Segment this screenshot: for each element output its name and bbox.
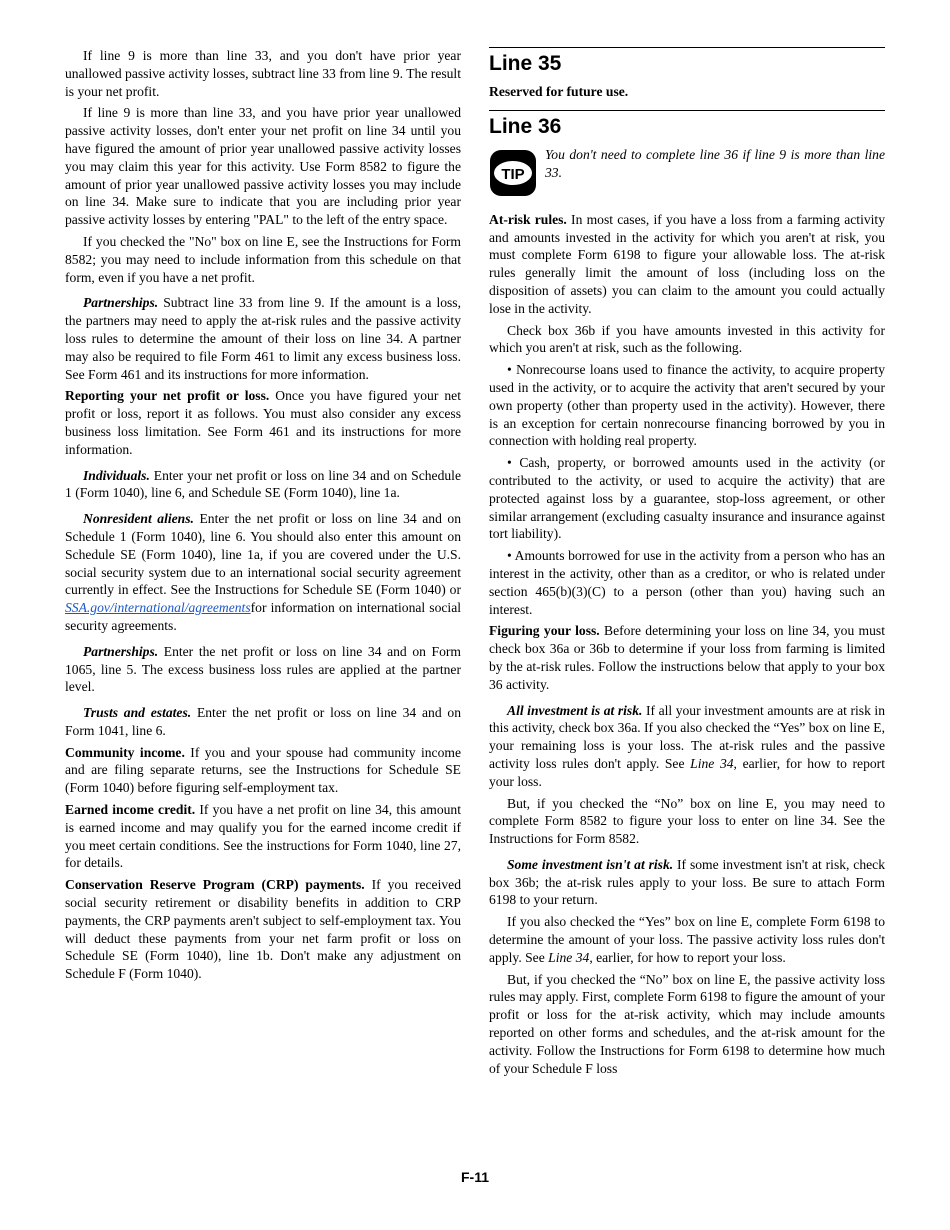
text-reporting: Once you have figured your net profit or loss, report it as follows. You must also consider any excess business loss limitation. See Form 461 and its instructions for more information.: [65, 388, 461, 457]
text-nonresident-after: for information on international social security agreements.: [65, 600, 461, 633]
paragraph-if-yes-box: [489, 913, 885, 966]
heading-community-income: Community income.: [65, 744, 185, 760]
bullet-icon: •: [507, 548, 512, 564]
paragraph-reporting: [65, 387, 461, 458]
paragraph-check-box-36b: Check box 36b if you have amounts invested in this activity for which you aren't at risk, such as the following.: [489, 322, 885, 356]
text-reserved: Reserved for future use.: [489, 84, 629, 99]
right-column: [489, 47, 885, 1081]
heading-figuring-loss: Figuring your loss.: [489, 623, 600, 639]
tip-icon: [489, 149, 537, 197]
paragraph-crp-payments: [65, 876, 461, 983]
text-partnerships-1: Subtract line 33 from line 9. If the amount is a loss, the partners may need to apply the at-risk rules and the passive activity loss rules to determine the amount of their loss on line 34. A partner may also be required to file Form 461 to limit any excess business loss. See Form 461 and its instructions for more information.: [65, 295, 461, 382]
heading-at-risk-rules: At-risk rules.: [489, 211, 567, 227]
paragraph-trusts-estates: [65, 704, 461, 740]
paragraph-partnerships-1: [65, 294, 461, 383]
divider-line-36: [489, 110, 885, 111]
label-partnerships-1: Partnerships.: [83, 295, 159, 311]
tip-text: You don't need to complete line 36 if line 9 is more than line 33.: [545, 146, 885, 180]
heading-earned-income-credit: Earned income credit.: [65, 802, 196, 818]
tip-box: [489, 146, 885, 197]
bullet-icon: •: [507, 455, 512, 471]
text-at-risk-rules: In most cases, if you have a loss from a farming activity and amounts invested in the activity for which you aren't at risk, you must complete Form 6198 to figure your allowable loss. The at-risk rules generally limit the amount of loss (including loss on the disposition of assets) you can claim to the amount you could actually lose in the activity.: [489, 211, 886, 316]
text-trusts-estates: Enter the net profit or loss on line 34 and on Form 1041, line 6.: [65, 705, 461, 738]
text-all-investment-after: , earlier, for how to report your loss.: [489, 755, 885, 789]
text-all-investment: If all your investment amounts are at risk in this activity, check box 36a. If you also checked the “Yes” box on line E, your remaining loss is your loss. The at-risk rules and the passive activity loss rules don't apply. See: [489, 702, 886, 771]
heading-crp-payments: Conservation Reserve Program (CRP) payments.: [65, 877, 365, 893]
bullet-item: [489, 454, 885, 543]
paragraph-individuals: [65, 467, 461, 503]
page-number: F-11: [460, 1169, 489, 1185]
paragraph-all-investment-at-risk: [489, 702, 885, 791]
paragraph-no-box-line-e: If you checked the "No" box on line E, see the Instructions for Form 8582; you may need to include information from this schedule on that form, even if you have a net profit.: [65, 233, 461, 285]
paragraph-net-profit-no-pal: If line 9 is more than line 33, and you don't have prior year unallowed passive activity losses, subtract line 33 from line 9. The result is your net profit.: [65, 48, 461, 99]
heading-reporting: Reporting your net profit or loss.: [65, 388, 270, 404]
bullet-item: [489, 361, 885, 450]
paragraph-nonresident-aliens: [65, 510, 461, 635]
paragraph-but-no-box-passive: But, if you checked the “No” box on line E, the passive activity loss rules may apply. First, complete Form 6198 to figure the amount of your profit or loss for the at-risk activity, which may include amounts reported on other forms and schedules, and the at-risk amount for the activity. Follow the Instructions for Form 6198 to determine how much of your Schedule F loss: [489, 971, 885, 1076]
paragraph-earned-income-credit: [65, 801, 461, 872]
paragraph-at-risk-rules: [489, 211, 885, 318]
tip-icon-label: TIP: [501, 165, 525, 183]
paragraph-net-profit-with-pal: If line 9 is more than line 33, and you have prior year unallowed passive activity losses, don't enter your net profit on line 34 until you have figured the amount of prior year unallowed passive activity losses you may claim this year for this activity. Use Form 8582 to figure the amount of prior year unallowed passive activity losses you may include on line 34. Make sure to indicate that you are including prior year passive activity losses by entering "PAL" to the left of the entry space.: [65, 105, 461, 228]
paragraph-partnerships-2: [65, 643, 461, 696]
paragraph-some-investment-not-at-risk: [489, 856, 885, 909]
text-figuring-loss: Before determining your loss on line 34, you must check box 36a or 36b to determine if your loss from farming is limited by the at-risk rules. Follow the instructions below that apply to your box 36 activity.: [489, 623, 885, 692]
text-some-investment: If some investment isn't at risk, check box 36b; the at-risk rules apply to your loss. Be sure to attach Form 6198 to your return.: [489, 856, 886, 908]
bullet-icon: •: [507, 362, 512, 378]
text-community-income: If you and your spouse had community income and are filing separate returns, see the Instructions for Schedule SE (Form 1040) before figuring self-employment tax.: [65, 744, 461, 796]
text-if-yes-after: , earlier, for how to report your loss.: [589, 949, 786, 965]
reference-line-34: Line 34: [548, 949, 590, 965]
label-nonresident-aliens: Nonresident aliens.: [83, 511, 194, 527]
heading-line-36: Line 36: [489, 114, 562, 138]
label-partnerships-2: Partnerships.: [83, 643, 159, 659]
label-individuals: Individuals.: [83, 467, 150, 483]
text-crp-payments: If you received social security retirement or disability benefits in addition to CRP payments, the CRP payments aren't subject to self-employment tax. You will deduct these payments from your net farm profit or loss on Schedule SE (Form 1040), line 1b. Don't make any adjustment on Schedule F (Form 1040).: [65, 877, 461, 982]
ssa-agreements-link[interactable]: SSA.gov/international/agreements: [65, 600, 251, 616]
text-earned-income-credit: If you have a net profit on line 34, this amount is earned income and may qualify you for the earned income credit if you meet certain conditions. See the instructions for Form 1040, line 27, for details.: [65, 802, 461, 871]
label-all-investment-at-risk: All investment is at risk.: [507, 702, 643, 718]
paragraph-but-no-box-8582: But, if you checked the “No” box on line E, you may need to complete Form 8582 to figure your loss to enter on line 34. See the Instructions for Form 8582.: [489, 795, 885, 847]
text-nonresident-aliens: Enter the net profit or loss on line 34 and on Schedule 1 (Form 1040), line 6. You should also enter this amount on Schedule SE (Form 1040), line 1a, if you are covered under the U.S. social security system due to an international social security agreement currently in effect. See the Instructions for Schedule SE (Form 1040) or: [65, 511, 462, 598]
bullet-item: [489, 547, 885, 618]
bullet-text: Amounts borrowed for use in the activity from a person who has an interest in the activity, other than as a creditor, or who is related under section 465(b)(3)(C) to a person (other than you) having such an interest.: [489, 548, 885, 617]
text-individuals: Enter your net profit or loss on line 34 and on Schedule 1 (Form 1040), line 6, and Schedule SE (Form 1040), line 1a.: [65, 467, 461, 501]
bullet-text: Nonrecourse loans used to finance the activity, to acquire property used in the activity, or to acquire the activity that aren't secured by your own property (other than property used in the activity). However, there is an exception for certain nonrecourse financing borrowed by you in connection with holding real property.: [489, 362, 885, 449]
paragraph-figuring-loss: [489, 622, 885, 693]
paragraph-community-income: [65, 744, 461, 797]
heading-line-35: Line 35: [489, 52, 562, 75]
bullet-text: Cash, property, or borrowed amounts used in the activity (or contributed to the activity, or used to acquire the activity) that are protected against loss by a guarantee, stop-loss agreement, or other similar arrangement (excluding casualty insurance and insurance against tort liability).: [489, 455, 885, 542]
left-column: [65, 47, 461, 987]
text-partnerships-2: Enter the net profit or loss on line 34 and on Form 1065, line 5. The excess business loss rules are applied at the partner level.: [65, 643, 461, 695]
divider-line-35: [489, 47, 885, 48]
text-if-yes: If you also checked the “Yes” box on line E, complete Form 6198 to determine the amount of your loss. The passive activity loss rules don't apply. See: [489, 914, 885, 965]
label-trusts-estates: Trusts and estates.: [83, 705, 192, 721]
reference-line-34: Line 34: [690, 755, 734, 771]
label-some-investment-not-at-risk: Some investment isn't at risk.: [507, 856, 674, 872]
